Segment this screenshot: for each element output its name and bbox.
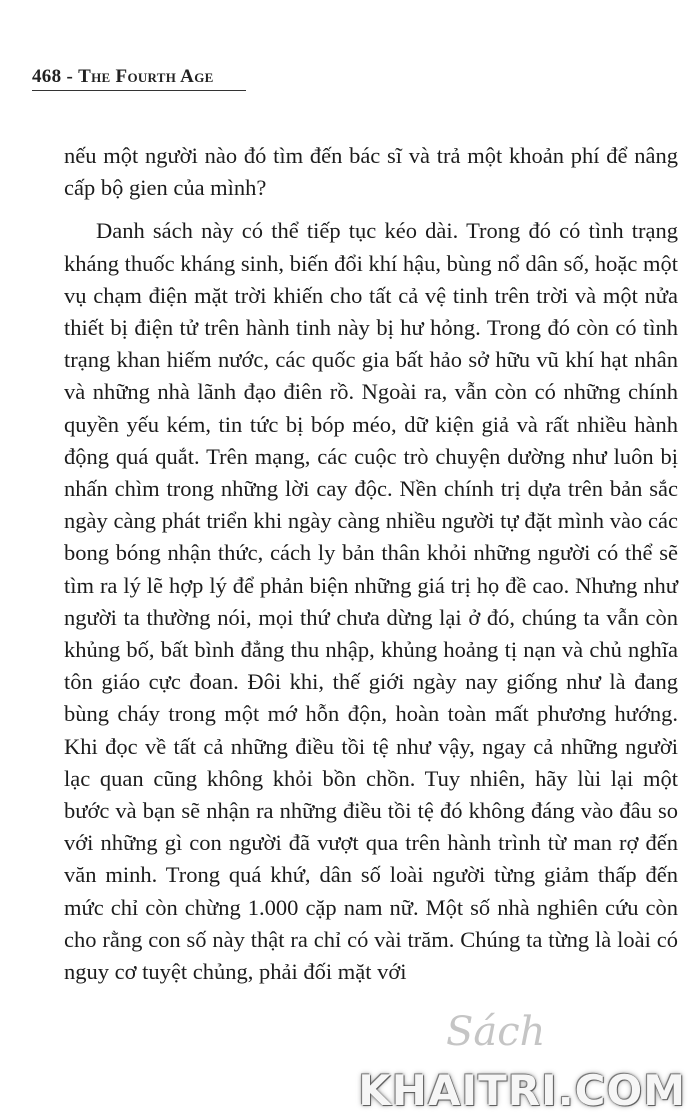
book-title: The Fourth Age xyxy=(78,66,214,87)
paragraph-1: nếu một người nào đó tìm đến bác sĩ và trả một khoản phí để nâng cấp bộ gien của mình? xyxy=(64,143,678,201)
watermark-script: Sách xyxy=(446,1009,546,1055)
page-number: 468 xyxy=(32,66,62,87)
running-header xyxy=(32,66,214,88)
watermark-logo xyxy=(356,995,686,1115)
paragraph-2: Danh sách này có thể tiếp tục kéo dài. Trong đó có tình trạng kháng thuốc kháng sinh, biến đổi khí hậu, bùng nổ dân số, hoặc một vụ chạm điện mặt trời khiến cho tất cả vệ tinh trên trời và một nửa thiết bị điện tử trên hành tinh này bị hư hỏng. Trong đó còn có tình trạng khan hiếm nước, các quốc gia bất hảo sở hữu vũ khí hạt nhân và những nhà lãnh đạo điên rồ. Ngoài ra, vẫn còn có những chính quyền yếu kém, tin tức bị bóp méo, dữ kiện giả và rất nhiều hành động quá quắt. Trên mạng, các cuộc trò chuyện dường như luôn bị nhấn chìm trong những lời cay độc. Nền chính trị dựa trên bản sắc ngày càng phát triển khi ngày càng nhiều người tự đặt mình vào các bong bóng nhận thức, cách ly bản thân khỏi những người có thể sẽ tìm ra lý lẽ hợp lý để phản biện những giá trị họ đề cao. Nhưng như người ta thường nói, mọi thứ chưa dừng lại ở đó, chúng ta vẫn còn khủng bố, bất bình đẳng thu nhập, khủng hoảng tị nạn và chủ nghĩa tôn giáo cực đoan. Đôi khi, thế giới ngày nay giống như là đang bùng cháy trong một mớ hỗn độn, hoàn toàn mất phương hướng. Khi đọc về tất cả những điều tồi tệ như vậy, ngay cả những người lạc quan cũng không khỏi bồn chồn. Tuy nhiên, hãy lùi lại một bước và bạn sẽ nhận ra những điều tồi tệ đó không đáng vào đâu so với những gì con người đã vượt qua trên hành trình từ man rợ đến văn minh. Trong quá khứ, dân số loài người từng giảm thấp đến mức chỉ còn chừng 1.000 cặp nam nữ. Một số nhà nghiên cứu còn cho rằng con số này thật ra chỉ có vài trăm. Chúng ta từng là loài có nguy cơ tuyệt chủng, phải đối mặt với xyxy=(64,218,678,985)
header-rule xyxy=(32,90,246,91)
watermark-text: KHAITRI.COM xyxy=(358,1066,686,1115)
page-text xyxy=(64,140,678,988)
header-separator: - xyxy=(61,66,79,87)
